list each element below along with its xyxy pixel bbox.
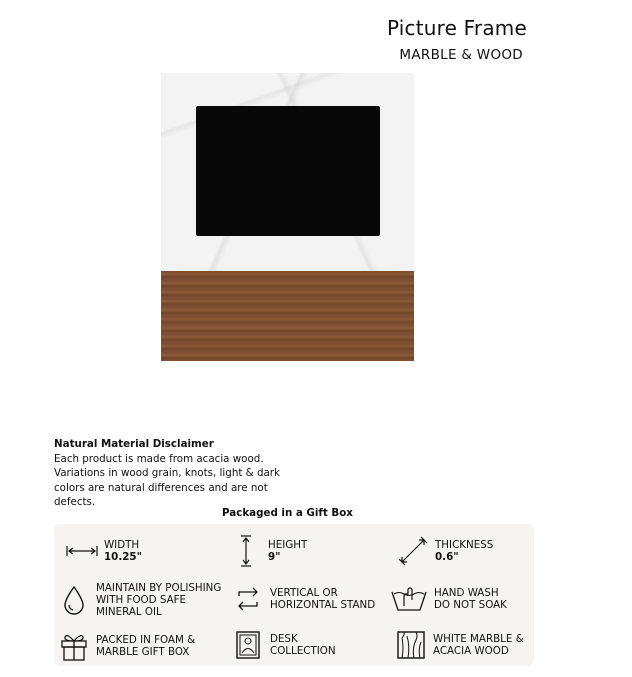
disclaimer-line: Variations in wood grain, knots, light & dark xyxy=(54,467,280,479)
marble-wood-icon xyxy=(395,630,427,660)
feature-wash xyxy=(390,584,507,614)
feature-line: HAND WASH xyxy=(434,587,499,599)
feature-line: HORIZONTAL STAND xyxy=(270,599,376,611)
feature-text xyxy=(434,587,507,611)
disclaimer xyxy=(54,437,304,510)
package-title: Packaged in a Gift Box xyxy=(222,507,353,519)
feature-height xyxy=(230,536,307,566)
feature-oil xyxy=(58,582,221,618)
rotate-stand-icon xyxy=(232,584,264,614)
feature-value: 10.25" xyxy=(104,551,142,563)
feature-line: MINERAL OIL xyxy=(96,606,162,618)
disclaimer-line: defects. xyxy=(54,496,96,508)
height-arrows-icon xyxy=(230,536,262,566)
photo-window xyxy=(196,106,380,236)
feature-line: DO NOT SOAK xyxy=(434,599,507,611)
desk-frame-icon xyxy=(232,630,264,660)
gift-box-icon xyxy=(58,631,90,661)
feature-line: DESK xyxy=(270,633,298,645)
feature-line: PACKED IN FOAM & xyxy=(96,634,196,646)
disclaimer-heading: Natural Material Disclaimer xyxy=(54,438,214,450)
feature-text xyxy=(270,633,336,657)
marble-top xyxy=(161,73,414,271)
feature-text xyxy=(96,582,221,618)
thickness-arrows-icon xyxy=(397,536,429,566)
feature-text xyxy=(96,634,195,658)
feature-text xyxy=(270,587,375,611)
feature-label: THICKNESS xyxy=(435,539,494,551)
feature-line: VERTICAL OR xyxy=(270,587,338,599)
feature-text xyxy=(433,633,524,657)
product-title: Picture Frame xyxy=(386,16,527,40)
feature-line: WHITE MARBLE & xyxy=(433,633,524,645)
feature-line: MAINTAIN BY POLISHING xyxy=(96,582,222,594)
feature-material xyxy=(395,630,524,660)
hand-wash-icon xyxy=(390,584,428,614)
disclaimer-line: colors are natural differences and are not xyxy=(54,481,268,494)
feature-text xyxy=(268,539,307,563)
feature-value: 9" xyxy=(268,551,281,563)
product-image xyxy=(161,73,414,361)
feature-thickness xyxy=(397,536,493,566)
width-arrows-icon xyxy=(66,536,98,566)
wood-base xyxy=(161,271,414,361)
feature-line: ACACIA WOOD xyxy=(433,645,509,657)
feature-label: HEIGHT xyxy=(268,539,308,551)
feature-gift-box xyxy=(58,631,195,661)
oil-drop-icon xyxy=(58,585,90,615)
feature-line: COLLECTION xyxy=(270,645,336,657)
feature-value: 0.6" xyxy=(435,551,459,563)
feature-label: WIDTH xyxy=(104,539,140,551)
feature-line: WITH FOOD SAFE xyxy=(96,594,187,606)
product-subtitle: MARBLE & WOOD xyxy=(399,47,523,63)
feature-stand xyxy=(232,584,375,614)
feature-line: MARBLE GIFT BOX xyxy=(96,646,190,658)
disclaimer-line: Each product is made from acacia wood. xyxy=(54,452,264,465)
feature-width xyxy=(66,536,142,566)
feature-text xyxy=(104,539,142,563)
feature-desk xyxy=(232,630,336,660)
feature-text xyxy=(435,539,493,563)
